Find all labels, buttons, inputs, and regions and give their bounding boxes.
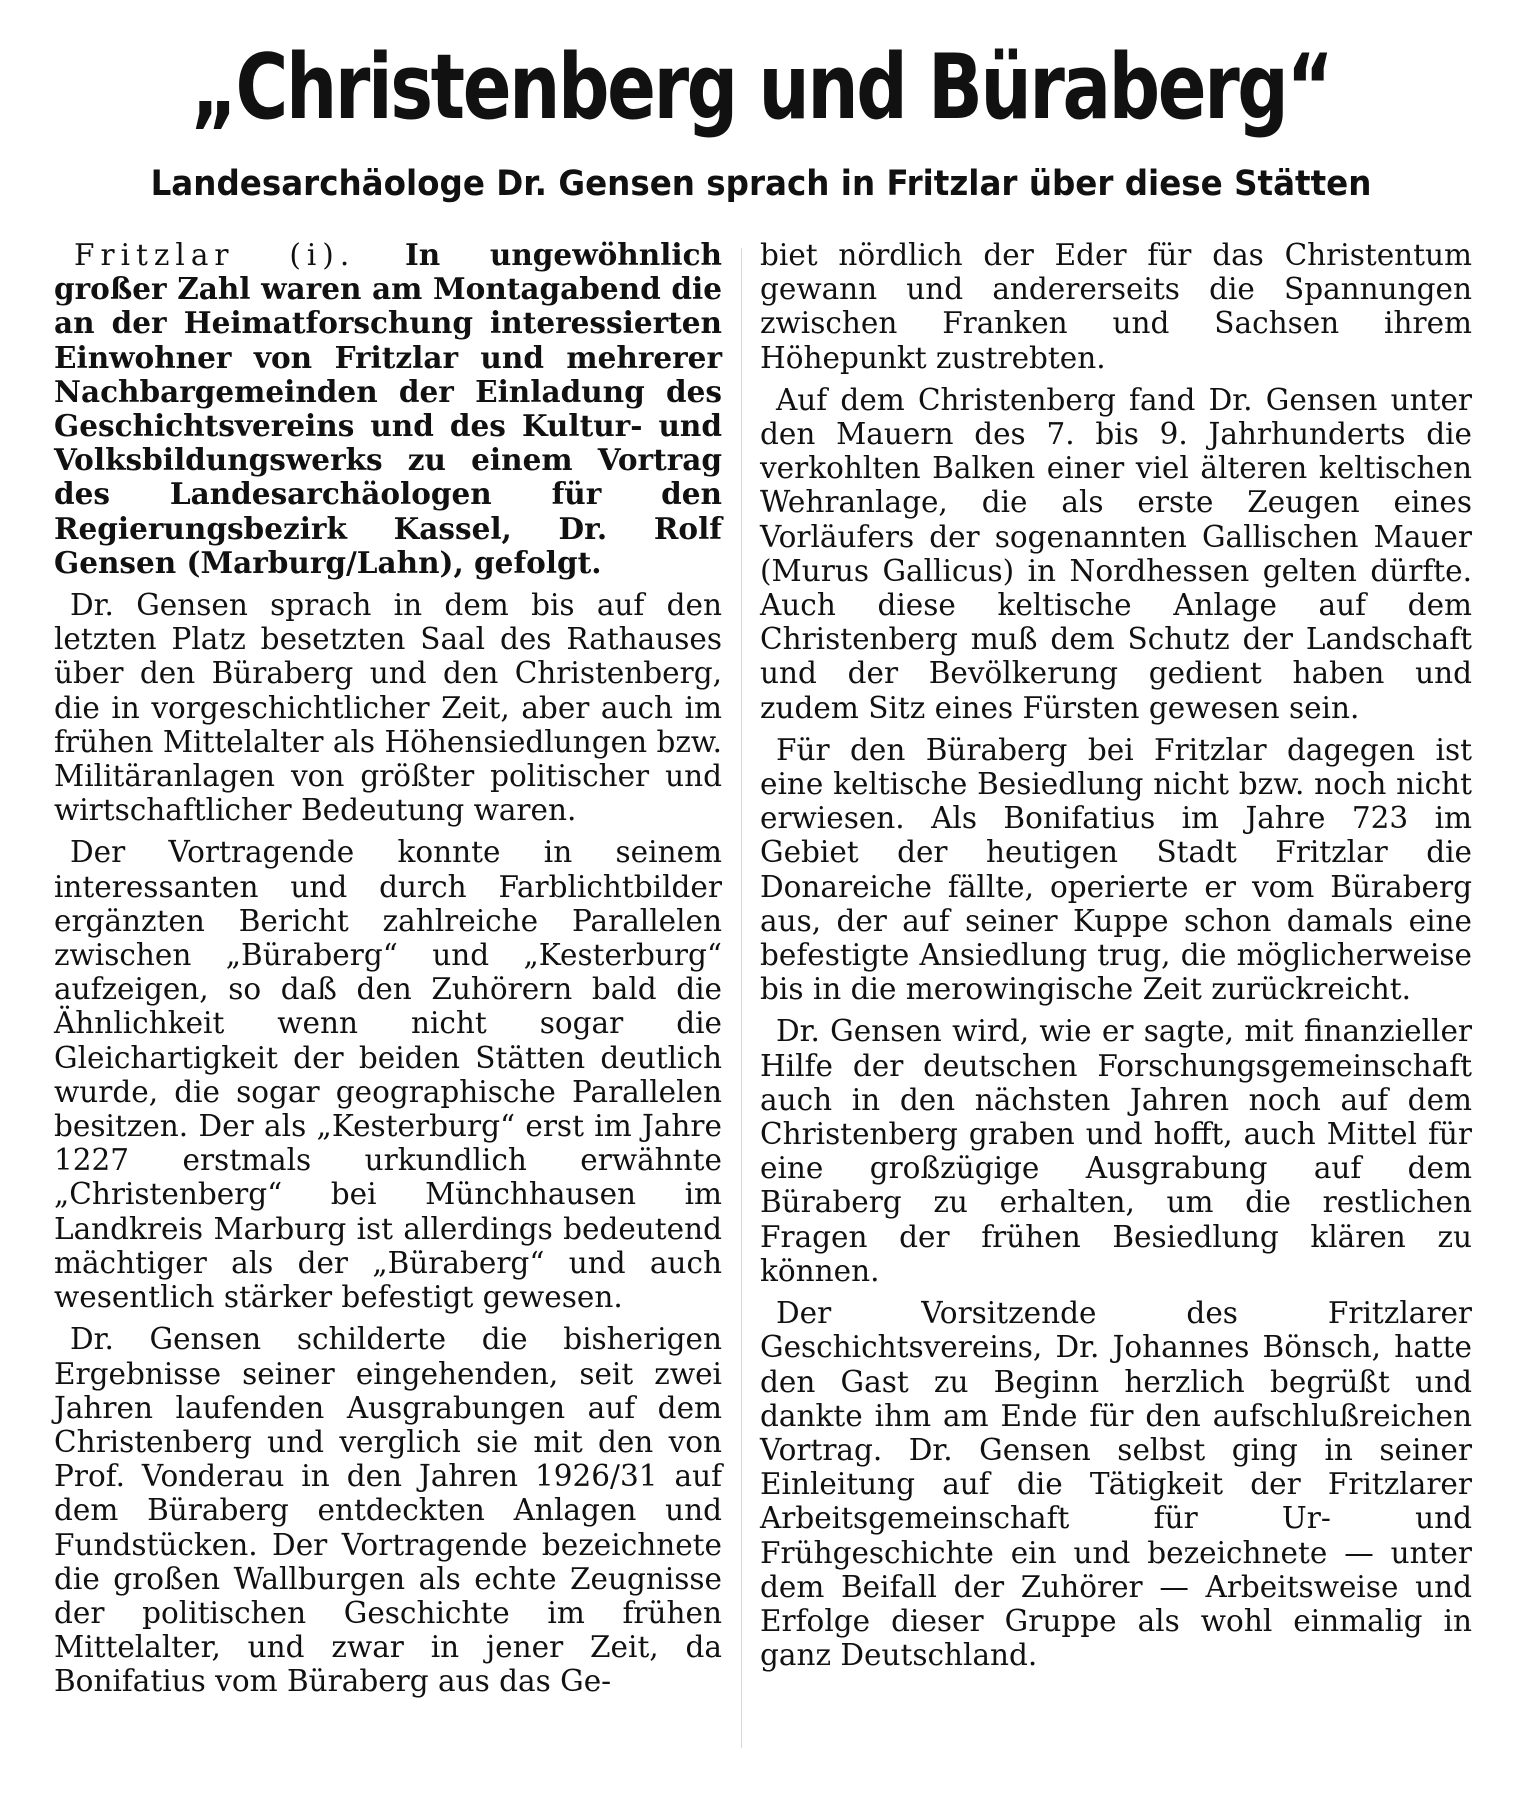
headline: „Christenberg und Büraberg“ (190, 35, 1332, 140)
column-divider (741, 248, 742, 1748)
continued-paragraph: biet nördlich der Eder für das Christentum gewann und andererseits die Spannungen zwischen Franken und Sachsen ihrem Höhepunkt zustrebten. (760, 238, 1472, 375)
lead-paragraph (54, 238, 722, 580)
subheadline: Landesarchäologe Dr. Gensen sprach in Fritzlar über diese Stätten (150, 164, 1372, 204)
dateline: Fritzlar (i). (74, 238, 356, 272)
body-paragraph: Dr. Gensen schilderte die bisherigen Ergebnisse seiner eingehenden, seit zwei Jahren laufenden Ausgrabungen auf dem Christenberg und verglich sie mit den von Prof. Vonderau in den Jahren 1926/31 auf dem Büraberg entdeckten Anlagen und Fundstücken. Der Vortragende bezeichnete die großen Wallburgen als echte Zeugnisse der politischen Geschichte im frühen Mittelalter, und zwar in jener Zeit, da Bonifatius vom Büraberg aus das Ge- (54, 1322, 722, 1699)
right-column (760, 238, 1472, 1680)
body-paragraph: Auf dem Christenberg fand Dr. Gensen unter den Mauern des 7. bis 9. Jahrhunderts die verkohlten Balken einer viel älteren keltischen Wehranlage, die als erste Zeugen eines Vorläufers der sogenannten Gallischen Mauer (Murus Gallicus) in Nordhessen gelten dürfte. Auch diese keltische Anlage auf dem Christenberg muß dem Schutz der Landschaft und der Bevölkerung gedient haben und zudem Sitz eines Fürsten gewesen sein. (760, 382, 1472, 725)
body-paragraph: Dr. Gensen wird, wie er sagte, mit finanzieller Hilfe der deutschen Forschungsgemeinschaft auch in den nächsten Jahren noch auf dem Christenberg graben und hofft, auch Mittel für eine großzügige Ausgrabung auf dem Büraberg zu erhalten, um die restlichen Fragen der frühen Besiedlung klären zu können. (760, 1014, 1472, 1288)
body-paragraph: Für den Büraberg bei Fritzlar dagegen ist eine keltische Besiedlung nicht bzw. noch nicht erwiesen. Als Bonifatius im Jahre 723 im Gebiet der heutigen Stadt Fritzlar die Donareiche fällte, operierte er vom Büraberg aus, der auf seiner Kuppe schon damals eine befestigte Ansiedlung trug, die möglicherweise bis in die merowingische Zeit zurückreicht. (760, 732, 1472, 1007)
body-paragraph: Dr. Gensen sprach in dem bis auf den letzten Platz besetzten Saal des Rathauses über den Büraberg und den Christenberg, die in vorgeschichtlicher Zeit, aber auch im frühen Mittelalter als Höhensiedlungen bzw. Militäranlagen von größter politischer und wirtschaftlicher Bedeutung waren. (54, 588, 723, 828)
body-paragraph: Der Vorsitzende des Fritzlarer Geschichtsvereins, Dr. Johannes Bönsch, hatte den Gast zu Beginn herzlich begrüßt und dankte ihm am Ende für den aufschlußreichen Vortrag. Dr. Gensen selbst ging in seiner Einleitung auf die Tätigkeit der Fritzlarer Arbeitsgemeinschaft für Ur- und Frühgeschichte ein und bezeichnete — unter dem Beifall der Zuhörer — Arbeitsweise und Erfolge dieser Gruppe als wohl einmalig in ganz Deutschland. (760, 1296, 1472, 1673)
body-paragraph: Der Vortragende konnte in seinem interessanten und durch Farblichtbilder ergänzten Bericht zahlreiche Parallelen zwischen „Büraberg“ und „Kesterburg“ aufzeigen, so daß den Zuhörern bald die Ähnlichkeit wenn nicht sogar die Gleichartigkeit der beiden Stätten deutlich wurde, die sogar geographische Parallelen besitzen. Der als „Kesterburg“ erst im Jahre 1227 erstmals urkundlich erwähnte „Christenberg“ bei Münchhausen im Landkreis Marburg ist allerdings bedeutend mächtiger als der „Büraberg“ und auch wesentlich stärker befestigt gewesen. (54, 835, 722, 1315)
lead-text: In ungewöhnlich großer Zahl waren am Montagabend die an der Heimatforschung interessierten Einwohner von Fritzlar und mehrerer Nachbargemeinden der Einladung des Geschichtsvereins und des Kultur- und Volksbildungswerks zu einem Vortrag des Landesarchäologen für den Regierungsbezirk Kassel, Dr. Rolf Gensen (Marburg/Lahn), gefolgt. (54, 237, 722, 580)
left-column (54, 238, 722, 1707)
